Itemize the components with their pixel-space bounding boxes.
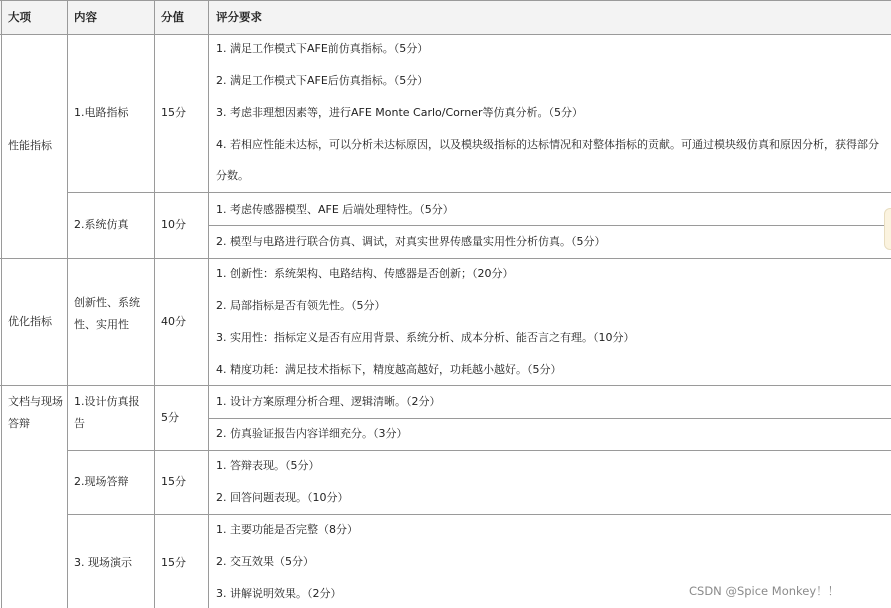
header-score: 分值 bbox=[161, 10, 184, 24]
requirement-line: 1. 创新性：系统架构、电路结构、传感器是否创新；（20分） bbox=[216, 267, 514, 280]
score-cell: 5分 bbox=[161, 411, 179, 424]
content-cell: 1.电路指标 bbox=[74, 106, 129, 119]
requirement-line: 1. 主要功能是否完整（8分） bbox=[216, 523, 358, 536]
requirement-line: 3. 实用性：指标定义是否有应用背景、系统分析、成本分析、能否言之有理。（10分） bbox=[216, 331, 635, 344]
category-cell: 优化指标 bbox=[8, 315, 52, 328]
category-cell: 文档与现场答辩 bbox=[8, 395, 63, 430]
content-cell: 1.设计仿真报告 bbox=[74, 395, 140, 430]
score-cell: 10分 bbox=[161, 218, 186, 231]
requirement-line: 2. 仿真验证报告内容详细充分。（3分） bbox=[216, 427, 408, 440]
requirement-line: 2. 回答问题表现。（10分） bbox=[216, 491, 349, 504]
side-panel-tab[interactable] bbox=[884, 208, 891, 250]
requirement-line: 2. 模型与电路进行联合仿真、调试，对真实世界传感量实用性分析仿真。（5分） bbox=[216, 235, 606, 248]
requirement-line: 4. 若相应性能未达标，可以分析未达标原因，以及模块级指标的达标情况和对整体指标的贡献。可通过模块级仿真和原因分析，获得部分 bbox=[216, 138, 879, 151]
header-content: 内容 bbox=[74, 10, 97, 24]
requirement-line: 1. 满足工作模式下AFE前仿真指标。（5分） bbox=[216, 42, 429, 55]
requirement-line: 1. 考虑传感器模型、AFE 后端处理特性。（5分） bbox=[216, 203, 454, 216]
requirement-line: 1. 答辩表现。（5分） bbox=[216, 459, 320, 472]
content-cell: 2.现场答辩 bbox=[74, 475, 129, 488]
score-cell: 15分 bbox=[161, 475, 186, 488]
requirement-line: 4. 精度功耗：满足技术指标下，精度越高越好，功耗越小越好。（5分） bbox=[216, 363, 562, 376]
score-cell: 15分 bbox=[161, 106, 186, 119]
header-row-bg bbox=[0, 0, 891, 34]
requirement-line: 2. 交互效果（5分） bbox=[216, 555, 314, 568]
requirement-line: 2. 满足工作模式下AFE后仿真指标。（5分） bbox=[216, 74, 429, 87]
header-category: 大项 bbox=[8, 10, 31, 24]
category-cell: 性能指标 bbox=[8, 139, 52, 152]
watermark: CSDN @Spice Monkey！！ bbox=[689, 584, 840, 598]
header-requirements: 评分要求 bbox=[216, 10, 262, 24]
score-cell: 40分 bbox=[161, 315, 186, 328]
requirement-line: 2. 局部指标是否有领先性。（5分） bbox=[216, 299, 386, 312]
score-cell: 15分 bbox=[161, 556, 186, 569]
requirement-line: 1. 设计方案原理分析合理、逻辑清晰。（2分） bbox=[216, 395, 441, 408]
content-cell: 创新性、系统性、实用性 bbox=[74, 296, 140, 331]
requirement-line: 分数。 bbox=[216, 169, 249, 182]
requirement-line: 3. 讲解说明效果。（2分） bbox=[216, 587, 342, 600]
requirement-line: 3. 考虑非理想因素等，进行AFE Monte Carlo/Corner等仿真分析。（5分） bbox=[216, 106, 583, 119]
content-cell: 3. 现场演示 bbox=[74, 556, 132, 569]
content-cell: 2.系统仿真 bbox=[74, 218, 129, 231]
